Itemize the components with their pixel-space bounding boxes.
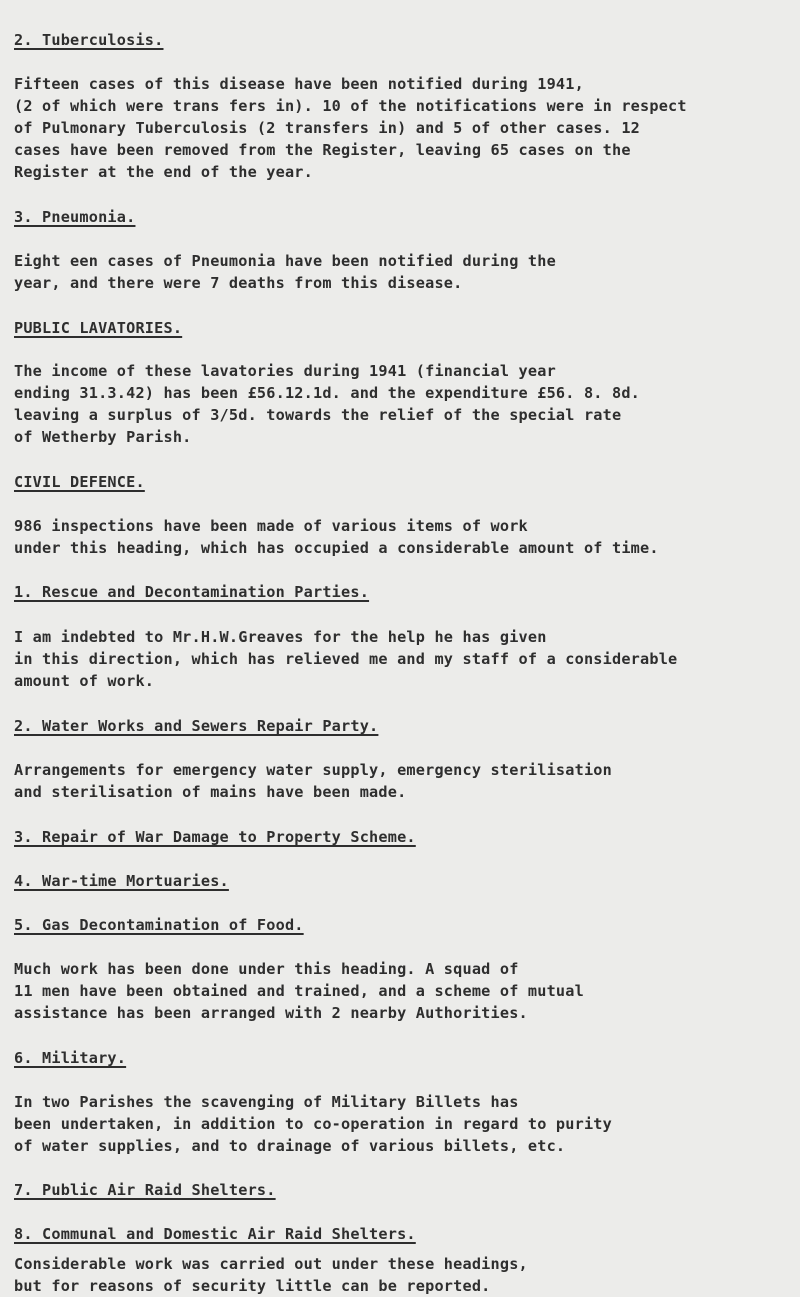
paragraph-line: 11 men have been obtained and trained, and a scheme of mutual: [14, 982, 584, 1000]
item-heading-gas-decontamination: 5. Gas Decontamination of Food.: [14, 916, 304, 934]
paragraph-line: Fifteen cases of this disease have been notified during 1941,: [14, 75, 584, 93]
paragraph-line: leaving a surplus of 3/5d. towards the relief of the special rate: [14, 406, 622, 424]
paragraph-line: cases have been removed from the Register, leaving 65 cases on the: [14, 141, 631, 159]
paragraph-line: amount of work.: [14, 672, 155, 690]
paragraph-line: year, and there were 7 deaths from this disease.: [14, 274, 463, 292]
section-heading-tuberculosis: 2. Tuberculosis.: [14, 31, 164, 49]
item-heading-water-works: 2. Water Works and Sewers Repair Party.: [14, 717, 379, 735]
paragraph-line: In two Parishes the scavenging of Military Billets has: [14, 1093, 519, 1111]
item-heading-rescue: 1. Rescue and Decontamination Parties.: [14, 583, 370, 601]
paragraph-line: of Pulmonary Tuberculosis (2 transfers in) and 5 of other cases. 12: [14, 119, 641, 137]
item-heading-military: 6. Military.: [14, 1049, 127, 1067]
paragraph-line: under this heading, which has occupied a considerable amount of time.: [14, 539, 659, 557]
section-heading-civil-defence: CIVIL DEFENCE.: [14, 473, 145, 491]
paragraph-line: Eight een cases of Pneumonia have been notified during the: [14, 252, 556, 270]
paragraph-line: ending 31.3.42) has been £56.12.1d. and the expenditure £56. 8. 8d.: [14, 384, 641, 402]
section-heading-public-lavatories: PUBLIC LAVATORIES.: [14, 319, 183, 337]
paragraph-line: been undertaken, in addition to co-operation in regard to purity: [14, 1115, 612, 1133]
paragraph-line: assistance has been arranged with 2 nearby Authorities.: [14, 1004, 528, 1022]
paragraph-line: The income of these lavatories during 1941 (financial year: [14, 362, 556, 380]
paragraph-line: of Wetherby Parish.: [14, 428, 192, 446]
paragraph-line: (2 of which were trans fers in). 10 of the notifications were in respect: [14, 97, 687, 115]
paragraph-line: in this direction, which has relieved me and my staff of a considerable: [14, 650, 678, 668]
section-heading-pneumonia: 3. Pneumonia.: [14, 208, 136, 226]
paragraph-line: and sterilisation of mains have been made.: [14, 783, 407, 801]
paragraph-line: 986 inspections have been made of various items of work: [14, 517, 528, 535]
paragraph-line: Much work has been done under this heading. A squad of: [14, 960, 519, 978]
paragraph-line: of water supplies, and to drainage of various billets, etc.: [14, 1137, 566, 1155]
item-heading-communal-shelters: 8. Communal and Domestic Air Raid Shelters.: [14, 1225, 416, 1243]
item-heading-repair-war-damage: 3. Repair of War Damage to Property Scheme.: [14, 828, 416, 846]
item-heading-mortuaries: 4. War-time Mortuaries.: [14, 872, 229, 890]
paragraph-line: but for reasons of security little can be reported.: [14, 1277, 491, 1295]
paragraph-line: Considerable work was carried out under these headings,: [14, 1255, 528, 1273]
paragraph-line: I am indebted to Mr.H.W.Greaves for the help he has given: [14, 628, 547, 646]
paragraph-line: Arrangements for emergency water supply, emergency sterilisation: [14, 761, 612, 779]
paragraph-line: Register at the end of the year.: [14, 163, 313, 181]
item-heading-public-shelters: 7. Public Air Raid Shelters.: [14, 1181, 276, 1199]
